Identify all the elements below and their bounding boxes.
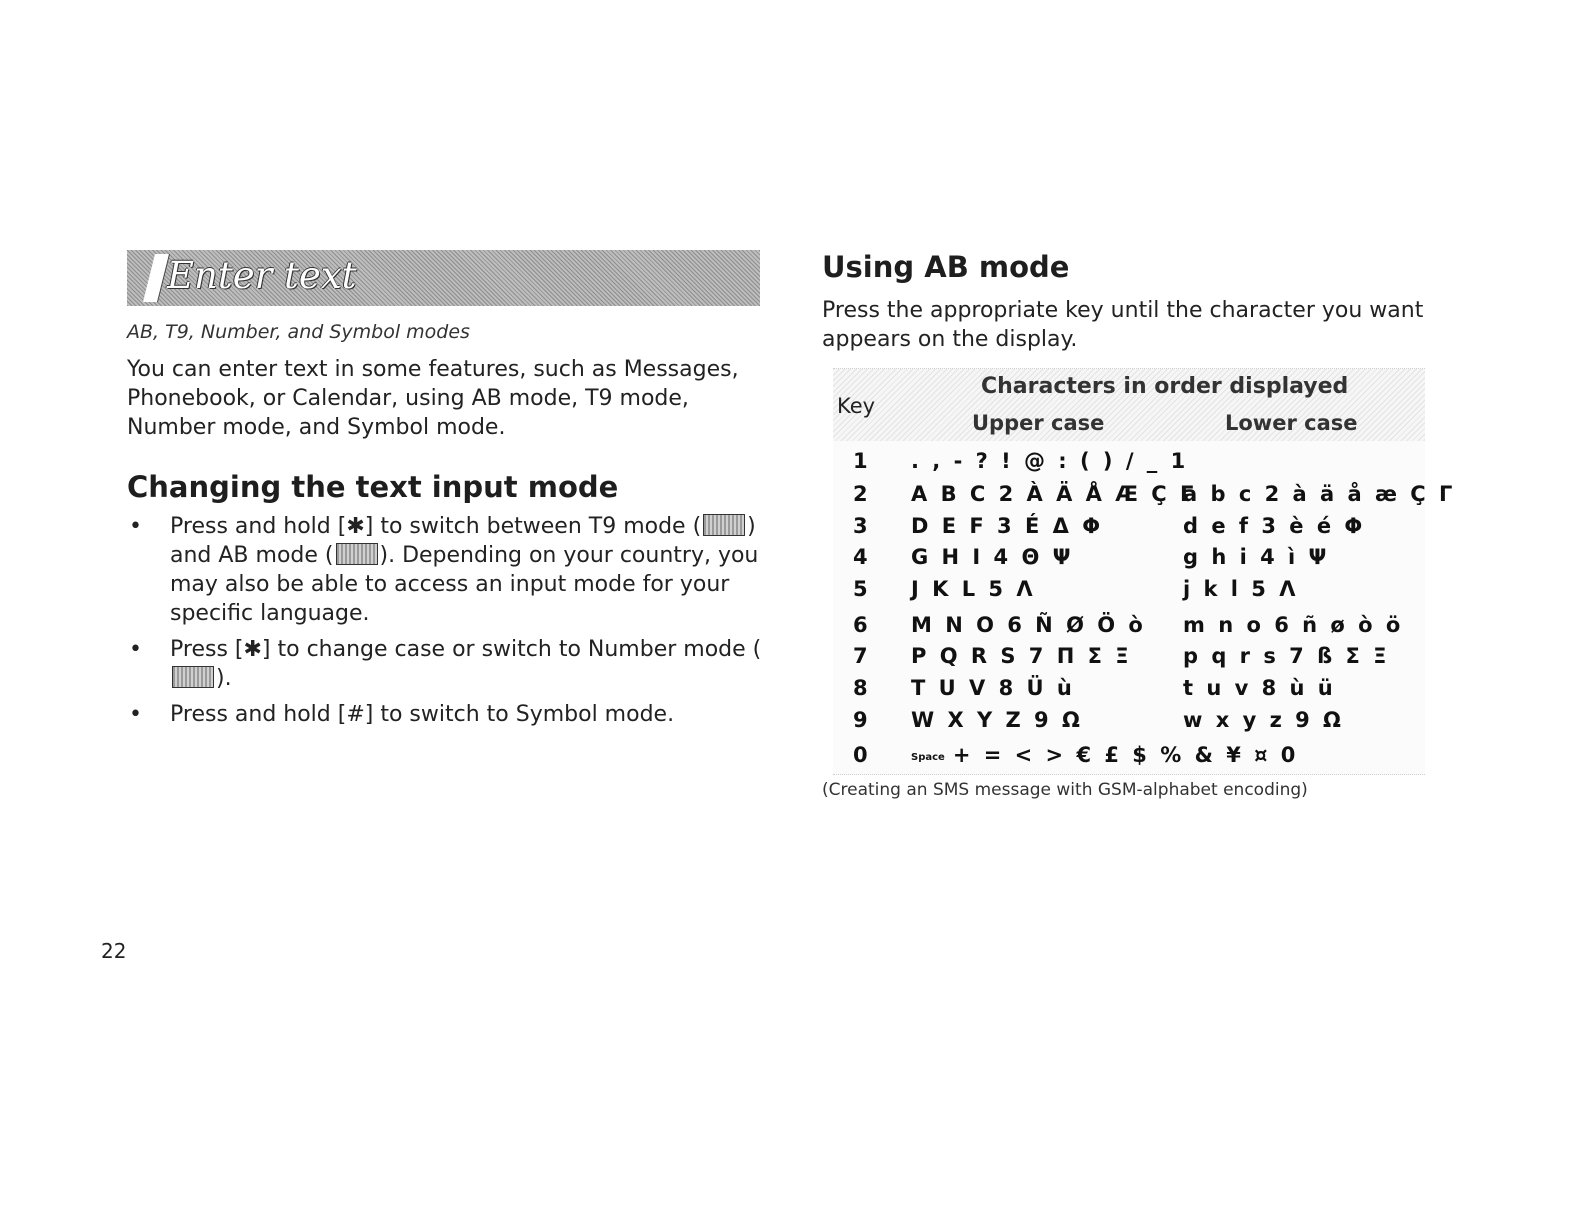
- banner-title: Enter text: [167, 254, 357, 297]
- mode-bullet-list: [127, 512, 777, 736]
- upper-cell: [911, 743, 1298, 767]
- lower-cell: w x y z 9 Ω: [1183, 708, 1344, 732]
- lower-cell: p q r s 7 ß Σ Ξ: [1183, 644, 1390, 668]
- upper-cell: J K L 5 Λ: [911, 577, 1036, 601]
- bullet-text: Press [✱] to change case or switch to Number mode (: [170, 637, 762, 662]
- key-cell: 3: [853, 514, 868, 538]
- key-cell: 2: [853, 482, 868, 506]
- table-row: [833, 514, 1425, 544]
- upper-cell: T U V 8 Ü ù: [911, 676, 1075, 700]
- bullet-item: [127, 700, 777, 729]
- bullet-text: ).: [216, 666, 232, 691]
- ab-mode-intro: Press the appropriate key until the character you want appears on the display.: [822, 298, 1424, 352]
- table-header: [833, 369, 1425, 441]
- ab-mode-icon: [336, 543, 378, 565]
- key-cell: 0: [853, 743, 868, 767]
- lower-cell: a b c 2 à ä å æ Ç Γ: [1183, 482, 1456, 506]
- key-cell: 9: [853, 708, 868, 732]
- table-row: [833, 613, 1425, 643]
- table-caption: (Creating an SMS message with GSM-alphabet encoding): [822, 780, 1308, 800]
- upper-cell: G H I 4 Θ Ψ: [911, 545, 1074, 569]
- section-banner: [127, 250, 760, 306]
- lower-cell: g h i 4 ì Ψ: [1183, 545, 1330, 569]
- table-row: [833, 644, 1425, 674]
- intro-paragraph: You can enter text in some features, such as Messages, Phonebook, or Calendar, using AB mode, T9 mode, Number mode, and Symbol mode.: [127, 357, 739, 440]
- lower-cell: d e f 3 è é Φ: [1183, 514, 1366, 538]
- upper-cell: M N O 6 Ñ Ø Ö ò: [911, 613, 1146, 637]
- bullet-text: Press and hold [#] to switch to Symbol mode.: [170, 702, 675, 727]
- characters-header: Characters in order displayed: [981, 374, 1349, 399]
- heading-changing-mode: Changing the text input mode: [127, 470, 619, 504]
- heading-using-ab-mode: Using AB mode: [822, 250, 1070, 284]
- key-cell: 1: [853, 449, 868, 473]
- space-label: Space: [911, 752, 945, 763]
- upper-cell: D E F 3 É Δ Φ: [911, 514, 1104, 538]
- lower-cell: j k l 5 Λ: [1183, 577, 1299, 601]
- character-table: [833, 368, 1456, 775]
- t9-mode-icon: [703, 514, 745, 536]
- key-cell: 4: [853, 545, 868, 569]
- table-row: [833, 743, 1425, 773]
- table-row: [833, 676, 1425, 706]
- banner-accent-bar: [143, 254, 169, 302]
- upper-cell: W X Y Z 9 Ω: [911, 708, 1083, 732]
- bullet-text: ) and AB mode (: [170, 514, 756, 568]
- table-row: [833, 545, 1425, 575]
- lower-case-header: Lower case: [1225, 411, 1358, 435]
- key-cell: 8: [853, 676, 868, 700]
- key-cell: 5: [853, 577, 868, 601]
- key-cell: 7: [853, 644, 868, 668]
- bullet-text: ). Depending on your country, you may also be able to access an input mode for your specific language.: [170, 543, 759, 626]
- key-column-header: Key: [837, 394, 876, 418]
- bullet-text: Press and hold [✱] to switch between T9 mode (: [170, 514, 702, 539]
- table-row: [833, 708, 1425, 738]
- upper-cell: . , - ? ! @ : ( ) / _ 1: [911, 449, 1189, 473]
- section-subtitle: AB, T9, Number, and Symbol modes: [127, 321, 470, 343]
- number-mode-icon: [172, 666, 214, 688]
- page-number: 22: [101, 939, 127, 963]
- upper-cell: P Q R S 7 Π Σ Ξ: [911, 644, 1132, 668]
- bullet-item: [127, 512, 777, 628]
- key-cell: 6: [853, 613, 868, 637]
- symbol-characters: + = < > € £ $ % & ¥ ¤ 0: [952, 743, 1299, 767]
- table-row: [833, 577, 1425, 607]
- lower-cell: m n o 6 ñ ø ò ö: [1183, 613, 1404, 637]
- upper-cell: A B C 2 À Ä Å Æ Ç Γ: [911, 482, 1197, 506]
- upper-case-header: Upper case: [972, 411, 1105, 435]
- lower-cell: t u v 8 ù ü: [1183, 676, 1336, 700]
- table-row: [833, 449, 1425, 479]
- table-row: [833, 482, 1456, 512]
- bullet-item: [127, 635, 777, 693]
